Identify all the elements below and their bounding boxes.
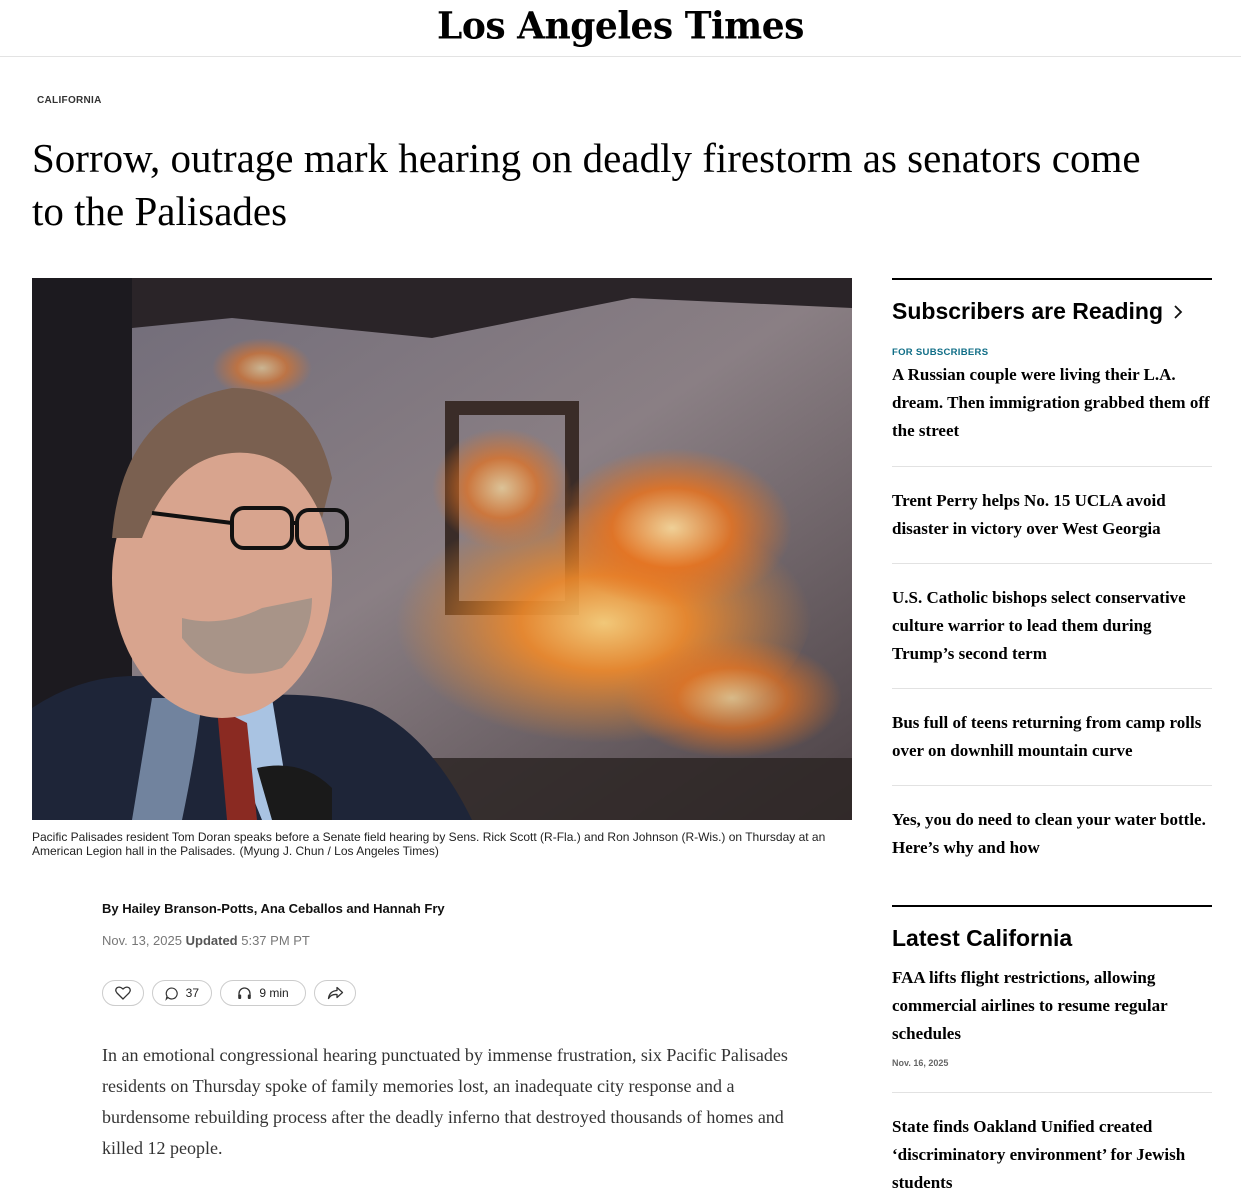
list-item [892,689,1212,786]
story-date: Nov. 16, 2025 [892,1058,949,1068]
story-link[interactable]: A Russian couple were living their L.A. dream. Then immigration grabbed them off the street [892,365,1210,440]
masthead [0,0,1241,57]
hero-photo[interactable] [32,278,852,820]
subscribers-reading-rail [892,278,1212,862]
list-item [892,467,1212,564]
latest-california-rail [892,905,1212,1197]
share-arrow-icon [327,986,344,1000]
list-item [892,564,1212,689]
story-link[interactable]: U.S. Catholic bishops select conservative culture warrior to lead them during Trump’s second term [892,588,1186,663]
publish-date: Nov. 13, 2025 [102,933,182,948]
chevron-right-icon [1173,304,1183,320]
dateline [102,933,310,948]
subscriber-kicker: FOR SUBSCRIBERS [892,347,989,358]
list-item [892,1093,1212,1197]
photo-caption [32,830,842,858]
updated-label: Updated [185,933,238,948]
byline[interactable]: By Hailey Branson-Potts, Ana Ceballos and Hannah Fry [102,901,445,916]
listen-duration: 9 min [259,986,289,1000]
story-link[interactable]: State finds Oakland Unified created ‘discriminatory environment’ for Jewish students [892,1117,1186,1192]
story-link[interactable]: FAA lifts flight restrictions, allowing commercial airlines to resume regular schedules [892,968,1168,1043]
article-headline: Sorrow, outrage mark hearing on deadly firestorm as senators come to the Palisades [32,135,1141,234]
story-link[interactable]: Bus full of teens returning from camp rolls over on downhill mountain curve [892,713,1202,760]
list-item [892,952,1212,1093]
updated-time: 5:37 PM PT [241,933,310,948]
list-item [892,786,1212,862]
share-button[interactable] [314,980,356,1006]
list-item [892,358,1212,467]
comments-button[interactable] [152,980,212,1006]
article-actions [102,980,356,1006]
story-link[interactable]: Yes, you do need to clean your water bottle. Here’s why and how [892,810,1206,857]
comment-bubble-icon [165,986,179,1001]
latest-heading[interactable]: Latest California [892,925,1073,951]
comment-count: 37 [185,986,199,1000]
site-logo[interactable]: Los Angeles Times [437,3,804,49]
like-button[interactable] [102,980,144,1006]
subscribers-heading[interactable] [892,298,1212,325]
story-link[interactable]: Trent Perry helps No. 15 UCLA avoid disaster in victory over West Georgia [892,491,1166,538]
listen-button[interactable] [220,980,306,1006]
subscribers-heading-text: Subscribers are Reading [892,298,1163,324]
section-label[interactable]: CALIFORNIA [37,95,102,106]
photo-credit: (Myung J. Chun / Los Angeles Times) [239,844,439,858]
heart-icon [115,986,131,1000]
caption-text: Pacific Palisades resident Tom Doran speaks before a Senate field hearing by Sens. Rick Scott (R-Fla.) and Ron Johnson (R-Wis.) on Thursday at an American Legion hall in the Palisades. [32,830,826,858]
article-lede: In an emotional congressional hearing punctuated by immense frustration, six Pacific Palisades residents on Thursday spoke of family memories lost, an inadequate city response and a burdensome rebuilding process after the deadly inferno that destroyed thousands of homes and killed 12 people. [102,1045,788,1158]
headphones-icon [237,986,252,1000]
